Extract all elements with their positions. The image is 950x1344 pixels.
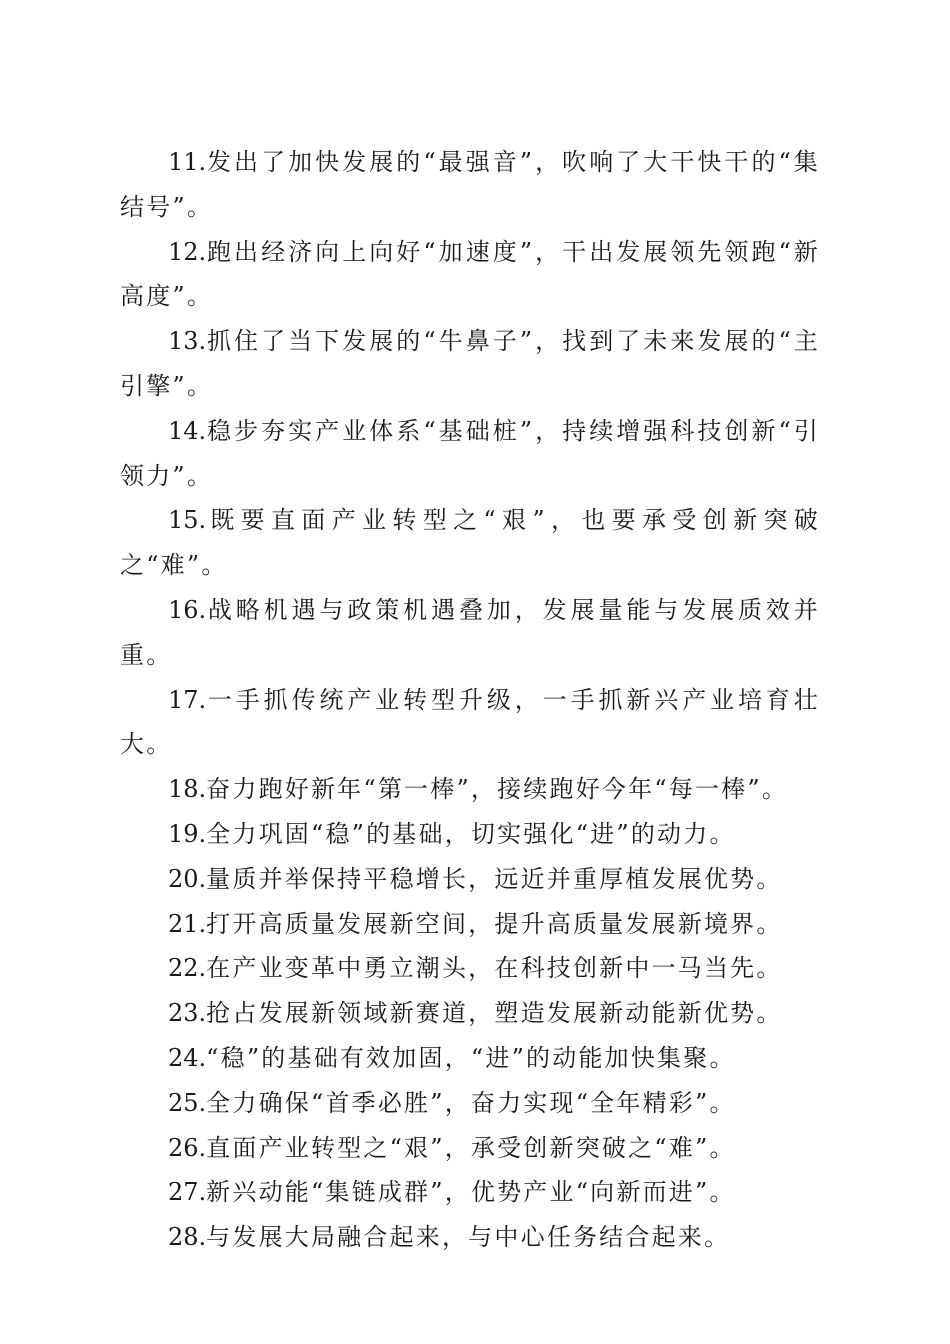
list-item: 26.直面产业转型之“艰”，承受创新突破之“难”。 xyxy=(168,1133,736,1162)
list-item: 24.“稳”的基础有效加固，“进”的动能加快集聚。 xyxy=(168,1043,736,1072)
list-item: 15.既要直面产业转型之“艰”，也要承受创新突破之“难”。 xyxy=(120,506,820,580)
list-item: 20.量质并举保持平稳增长，远近并重厚植发展优势。 xyxy=(168,864,783,893)
list-item: 16.战略机遇与政策机遇叠加，发展量能与发展质效并重。 xyxy=(120,595,820,669)
list-item: 22.在产业变革中勇立潮头，在科技创新中一马当先。 xyxy=(168,954,783,983)
list-item: 21.打开高质量发展新空间，提升高质量发展新境界。 xyxy=(168,909,783,938)
list-item: 19.全力巩固“稳”的基础，切实强化“进”的动力。 xyxy=(168,819,736,848)
list-item: 12.跑出经济向上向好“加速度”，干出发展领先领跑“新高度”。 xyxy=(120,237,820,311)
list-item: 28.与发展大局融合起来，与中心任务结合起来。 xyxy=(168,1223,731,1252)
list-item: 23.抢占发展新领域新赛道，塑造发展新动能新优势。 xyxy=(168,999,783,1028)
list-item: 13.抓住了当下发展的“牛鼻子”，找到了未来发展的“主引擎”。 xyxy=(120,327,820,400)
list-item: 14.稳步夯实产业体系“基础桩”，持续增强科技创新“引领力”。 xyxy=(120,416,820,490)
list-item: 11.发出了加快发展的“最强音”，吹响了大干快干的“集结号”。 xyxy=(120,148,820,221)
list-item: 18.奋力跑好新年“第一棒”，接续跑好今年“每一棒”。 xyxy=(168,775,789,804)
document-body xyxy=(120,140,820,1260)
list-item: 27.新兴动能“集链成群”，优势产业“向新而进”。 xyxy=(168,1178,736,1207)
list-item: 17.一手抓传统产业转型升级，一手抓新兴产业培育壮大。 xyxy=(120,685,820,759)
list-item: 25.全力确保“首季必胜”，奋力实现“全年精彩”。 xyxy=(168,1088,736,1117)
